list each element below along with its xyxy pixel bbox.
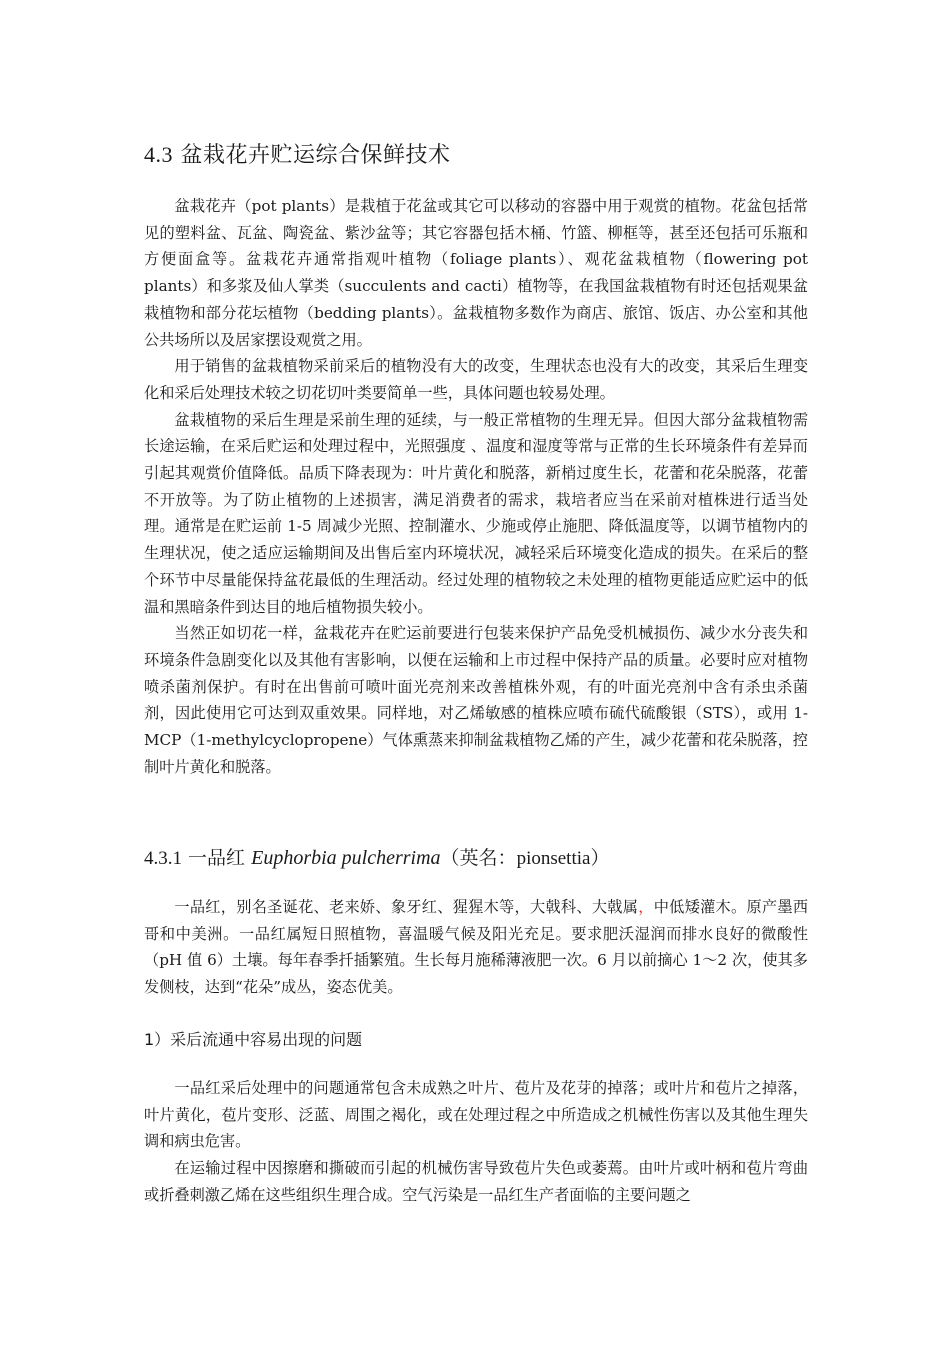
subsection-title: [144, 843, 609, 870]
issues-section: [144, 1075, 808, 1209]
paragraph-text: 中低矮灌木。原产墨西哥和中美洲。一品红属短日照植物，喜温暖气候及阳光充足。要求肥沃湿润而排水良好的微酸性（pH 值 6）土壤。每年春季扦插繁殖。生长每月施稀薄液肥一次。6 月以前摘心 1～2 次，使其多发侧枝，达到“花朵”成丛，姿态优美。: [144, 898, 809, 997]
paragraph: 在运输过程中因擦磨和撕破而引起的机械伤害导致苞片失色或萎蔫。由叶片或叶柄和苞片弯曲或折叠刺激乙烯在这些组织生理合成。空气污染是一品红生产者面临的主要问题之: [144, 1159, 808, 1204]
paragraph: 盆栽植物的采后生理是采前生理的延续，与一般正常植物的生理无异。但因大部分盆栽植物需长途运输，在采后贮运和处理过程中，光照强度 、温度和湿度等常与正常的生长环境条件有差异而引起其观赏价值降低。品质下降表现为：叶片黄化和脱落，新梢过度生长，花蕾和花朵脱落，花蕾不开放等。为了防止植物的上述损害，满足消费者的需求，栽培者应当在采前对植株进行适当处理。通常是在贮运前 1-5 周减少光照、控制灌水、少施或停止施肥、降低温度等，以调节植物内的生理状况，使之适应运输期间及出售后室内环境状况，减轻采后环境变化造成的损失。在采后的整个环节中尽量能保持盆花最低的生理活动。经过处理的植物较之未处理的植物更能适应贮运中的低温和黑暗条件到达目的地后植物损失较小。: [144, 410, 808, 616]
paragraph: 盆栽花卉（pot plants）是栽植于花盆或其它可以移动的容器中用于观赏的植物。花盆包括常见的塑料盆、瓦盆、陶瓷盆、紫沙盆等；其它容器包括木桶、竹篮、柳框等，甚至还包括可乐瓶和方便面盒等。盆栽花卉通常指观叶植物（foliage plants）、观花盆栽植物（flowering pot plants）和多浆及仙人掌类（succulents and cacti）植物等，在我国盆栽植物有时还包括观果盆栽植物和部分花坛植物（bedding plants）。盆栽植物多数作为商店、旅馆、饭店、办公室和其他公共场所以及居家摆设观赏之用。: [144, 197, 808, 349]
highlighted-comma: ，: [638, 898, 654, 916]
poinsettia-section: [144, 894, 808, 1001]
section-title-text: 盆栽花卉贮运综合保鲜技术: [180, 143, 451, 168]
subsection-number: 4.3.1: [144, 848, 182, 869]
latin-name: Euphorbia pulcherrima: [251, 847, 441, 869]
plant-name-cn: 一品红: [188, 847, 246, 869]
issues-heading: 1）采后流通中容易出现的问题: [144, 1030, 363, 1049]
paragraph: [144, 894, 808, 1001]
paragraph: 当然正如切花一样，盆栽花卉在贮运前要进行包装来保护产品免受机械损伤、减少水分丧失和环境条件急剧变化以及其他有害影响，以便在运输和上市过程中保持产品的质量。必要时应对植物喷杀菌剂保护。有时在出售前可喷叶面光亮剂来改善植株外观，有的叶面光亮剂中含有杀虫杀菌剂，因此使用它可达到双重效果。同样地，对乙烯敏感的植株应喷布硫代硫酸银（STS），或用 1-MCP（1-methylcyclopropene）气体熏蒸来抑制盆栽植物乙烯的产生，减少花蕾和花朵脱落，控制叶片黄化和脱落。: [144, 624, 808, 776]
section-number: 4.3: [144, 142, 173, 167]
paragraph-text: 一品红，别名圣诞花、老来娇、象牙红、猩猩木等，大戟科、大戟属: [174, 898, 639, 916]
section-title: [144, 138, 451, 169]
english-prefix: （英名：: [440, 847, 517, 869]
paragraph: 用于销售的盆栽植物采前采后的植物没有大的改变，生理状态也没有大的改变，其采后生理变化和采后处理技术较之切花切叶类要简单一些，具体问题也较易处理。: [144, 357, 808, 402]
intro-section: [144, 193, 808, 780]
paragraph: 一品红采后处理中的问题通常包含未成熟之叶片、苞片及花芽的掉落；或叶片和苞片之掉落，叶片黄化，苞片变形、泛蓝、周围之褐化，或在处理过程之中所造成之机械性伤害以及其他生理失调和病虫危害。: [144, 1079, 808, 1151]
english-name: pionsettia: [516, 848, 591, 869]
english-suffix: ）: [590, 847, 610, 869]
